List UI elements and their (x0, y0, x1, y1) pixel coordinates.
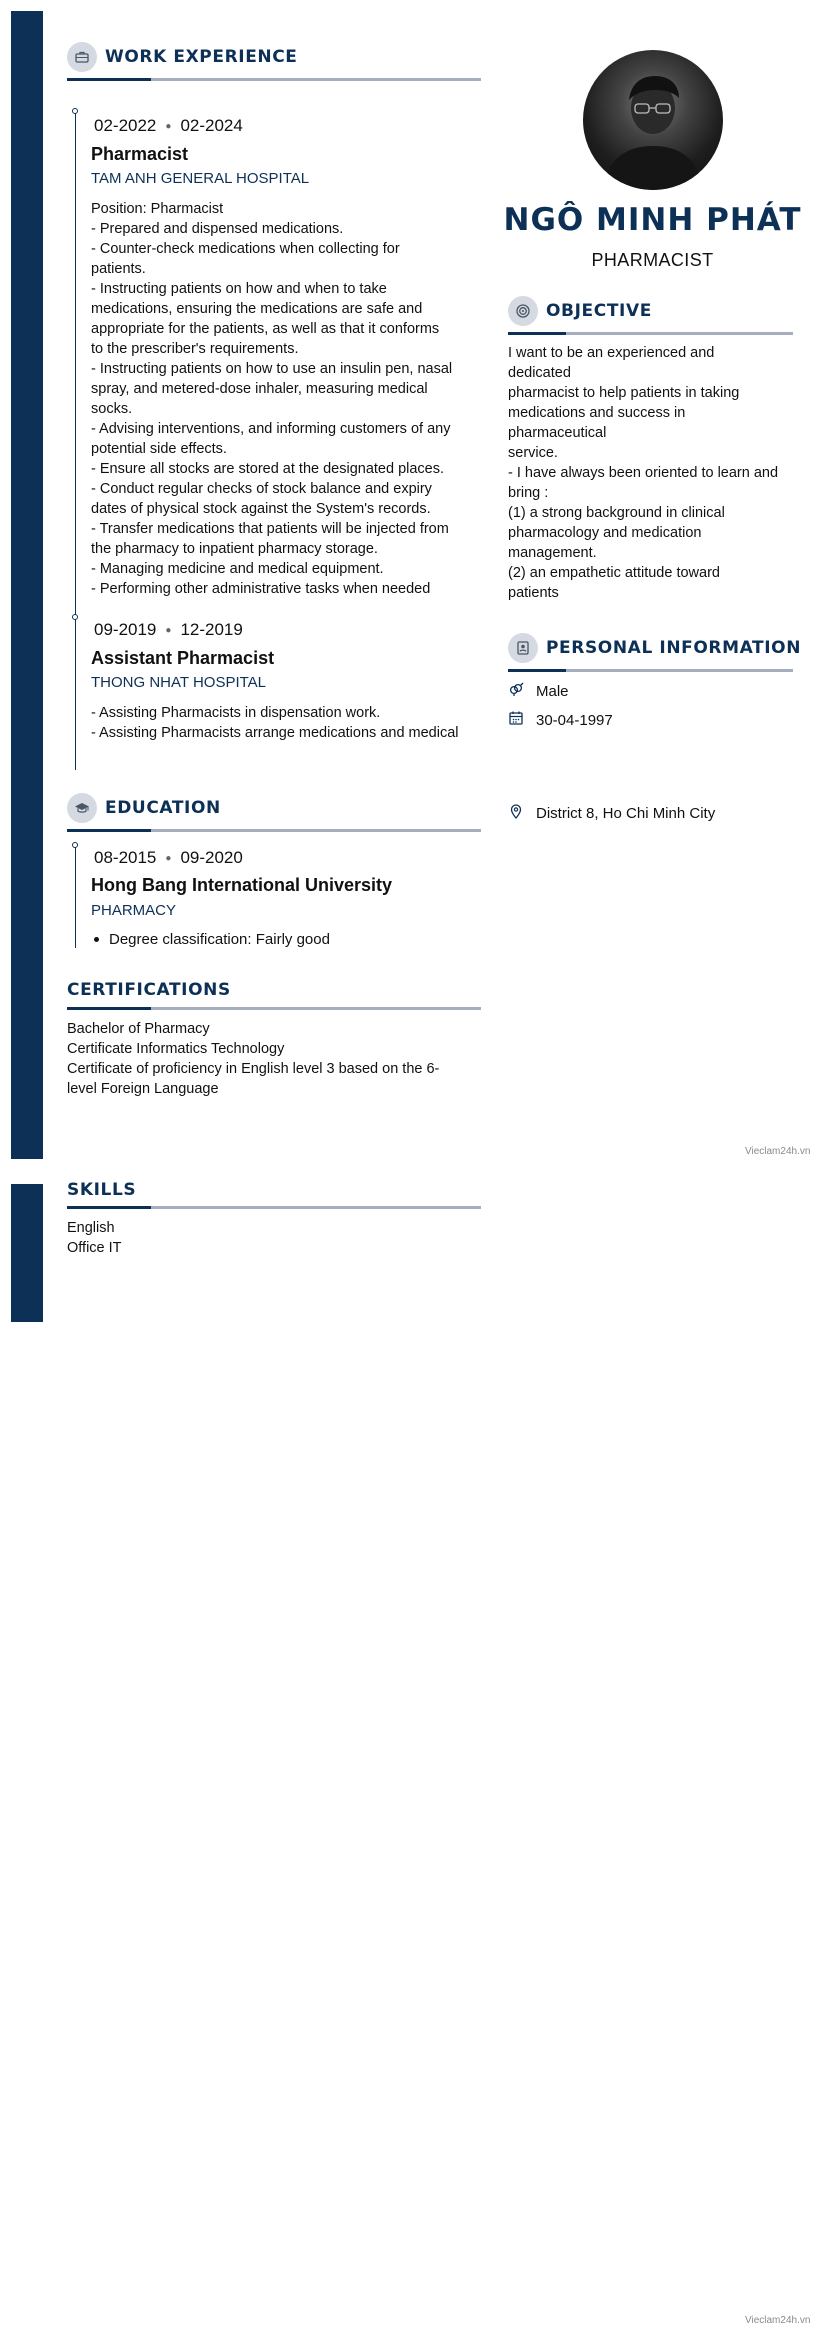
objective-line: pharmacist to help patients in taking (508, 385, 740, 401)
description-line: patients. (91, 261, 146, 277)
certifications-list (67, 1019, 439, 1099)
school-name: Hong Bang International University (91, 875, 393, 895)
address-value: District 8, Ho Chi Minh City (536, 804, 716, 822)
description-line: - Managing medicine and medical equipment. (91, 561, 384, 577)
education-dates (94, 848, 243, 868)
calendar-icon (508, 710, 536, 730)
job-company: THONG NHAT HOSPITAL (91, 674, 267, 691)
certification-item: Bachelor of Pharmacy (67, 1021, 210, 1037)
description-line: spray, and metered-dose inhaler, measuring medical (91, 381, 428, 397)
section-divider (508, 332, 793, 335)
education-detail (94, 931, 330, 948)
timeline-dot (72, 614, 78, 620)
section-divider (67, 78, 481, 81)
date-separator: ● (165, 120, 172, 132)
watermark: Vieclam24h.vn (745, 1146, 811, 1157)
objective-line: pharmacology and medication (508, 525, 702, 541)
section-divider (508, 669, 793, 672)
objective-line: I want to be an experienced and (508, 345, 715, 361)
description-line: - Transfer medications that patients will be injected from (91, 521, 449, 537)
sidebar-accent-bar-page2 (11, 1184, 43, 1322)
job-end-date: 02-2024 (180, 116, 243, 135)
objective-line: bring : (508, 485, 549, 501)
date-separator: ● (165, 624, 172, 636)
description-line: - Advising interventions, and informing customers of any (91, 421, 451, 437)
objective-line: (2) an empathetic attitude toward (508, 565, 720, 581)
certification-item: Certificate of proficiency in English level 3 based on the 6- (67, 1061, 440, 1077)
gender-value: Male (536, 682, 569, 700)
timeline-dot (72, 842, 78, 848)
section-divider (67, 1007, 481, 1010)
job-description (91, 199, 452, 599)
education-heading (67, 793, 221, 823)
skill-item: Office IT (67, 1240, 122, 1256)
watermark: Vieclam24h.vn (745, 2315, 811, 2326)
objective-line: service. (508, 445, 558, 461)
gender-row (508, 681, 569, 701)
skills-list (67, 1218, 122, 1258)
description-line: socks. (91, 401, 133, 417)
description-line: - Ensure all stocks are stored at the designated places. (91, 461, 445, 477)
personal-info-heading (508, 633, 801, 663)
sidebar-accent-bar (11, 11, 43, 1159)
objective-line: medications and success in (508, 405, 686, 421)
objective-line: dedicated (508, 365, 571, 381)
description-line: - Instructing patients on how and when to take (91, 281, 387, 297)
work-experience-title: WORK EXPERIENCE (105, 47, 298, 67)
job-dates (94, 620, 243, 640)
education-timeline (75, 846, 76, 948)
gender-icon (508, 681, 536, 701)
birthdate-value: 30-04-1997 (536, 711, 613, 729)
objective-heading (508, 296, 652, 326)
description-line: the pharmacy to inpatient pharmacy storage. (91, 541, 378, 557)
description-line: - Conduct regular checks of stock balance and expiry (91, 481, 432, 497)
description-line: medications, ensuring the medications are safe and (91, 301, 423, 317)
personal-info-title: PERSONAL INFORMATION (546, 638, 802, 658)
briefcase-icon (67, 42, 97, 72)
work-timeline (75, 110, 76, 770)
objective-title: OBJECTIVE (546, 301, 652, 321)
job-start-date: 02-2022 (94, 116, 157, 135)
job-company: TAM ANH GENERAL HOSPITAL (91, 170, 310, 187)
job-start-date: 09-2019 (94, 620, 157, 639)
job-position: Pharmacist (91, 144, 189, 164)
description-line: to the prescriber's requirements. (91, 341, 299, 357)
description-line: - Assisting Pharmacists arrange medications and medical (91, 725, 459, 741)
objective-line: pharmaceutical (508, 425, 607, 441)
education-end-date: 09-2020 (180, 848, 243, 867)
objective-line: patients (508, 585, 559, 601)
work-experience-heading (67, 42, 298, 72)
avatar (583, 50, 723, 190)
objective-text (508, 343, 778, 603)
objective-line: - I have always been oriented to learn and (508, 465, 779, 481)
description-line: - Performing other administrative tasks when needed (91, 581, 431, 597)
skill-item: English (67, 1220, 115, 1236)
job-description (91, 703, 459, 743)
education-major: PHARMACY (91, 902, 177, 919)
degree-classification: Degree classification: Fairly good (109, 931, 330, 948)
certification-item: level Foreign Language (67, 1081, 219, 1097)
timeline-dot (72, 108, 78, 114)
candidate-title: PHARMACIST (591, 250, 714, 270)
bullet-point (94, 937, 99, 942)
description-line: - Instructing patients on how to use an insulin pen, nasal (91, 361, 453, 377)
section-divider (67, 1206, 481, 1209)
description-line: dates of physical stock against the System's records. (91, 501, 431, 517)
date-separator: ● (165, 852, 172, 864)
description-line: - Counter-check medications when collecting for (91, 241, 400, 257)
skills-title: SKILLS (67, 1180, 137, 1200)
graduation-cap-icon (67, 793, 97, 823)
candidate-name: NGÔ MINH PHÁT (503, 202, 802, 238)
birthdate-row (508, 710, 613, 730)
objective-line: management. (508, 545, 597, 561)
certification-item: Certificate Informatics Technology (67, 1041, 285, 1057)
description-line: appropriate for the patients, as well as that it conforms (91, 321, 440, 337)
description-line: - Prepared and dispensed medications. (91, 221, 344, 237)
objective-line: (1) a strong background in clinical (508, 505, 725, 521)
certifications-title: CERTIFICATIONS (67, 980, 231, 1000)
description-line: potential side effects. (91, 441, 227, 457)
address-row (508, 803, 715, 823)
description-line: - Assisting Pharmacists in dispensation work. (91, 705, 381, 721)
education-start-date: 08-2015 (94, 848, 157, 867)
job-dates (94, 116, 243, 136)
location-pin-icon (508, 803, 536, 823)
id-card-icon (508, 633, 538, 663)
target-icon (508, 296, 538, 326)
description-line: Position: Pharmacist (91, 201, 224, 217)
job-end-date: 12-2019 (180, 620, 243, 639)
education-title: EDUCATION (105, 798, 221, 818)
job-position: Assistant Pharmacist (91, 648, 275, 668)
section-divider (67, 829, 481, 832)
